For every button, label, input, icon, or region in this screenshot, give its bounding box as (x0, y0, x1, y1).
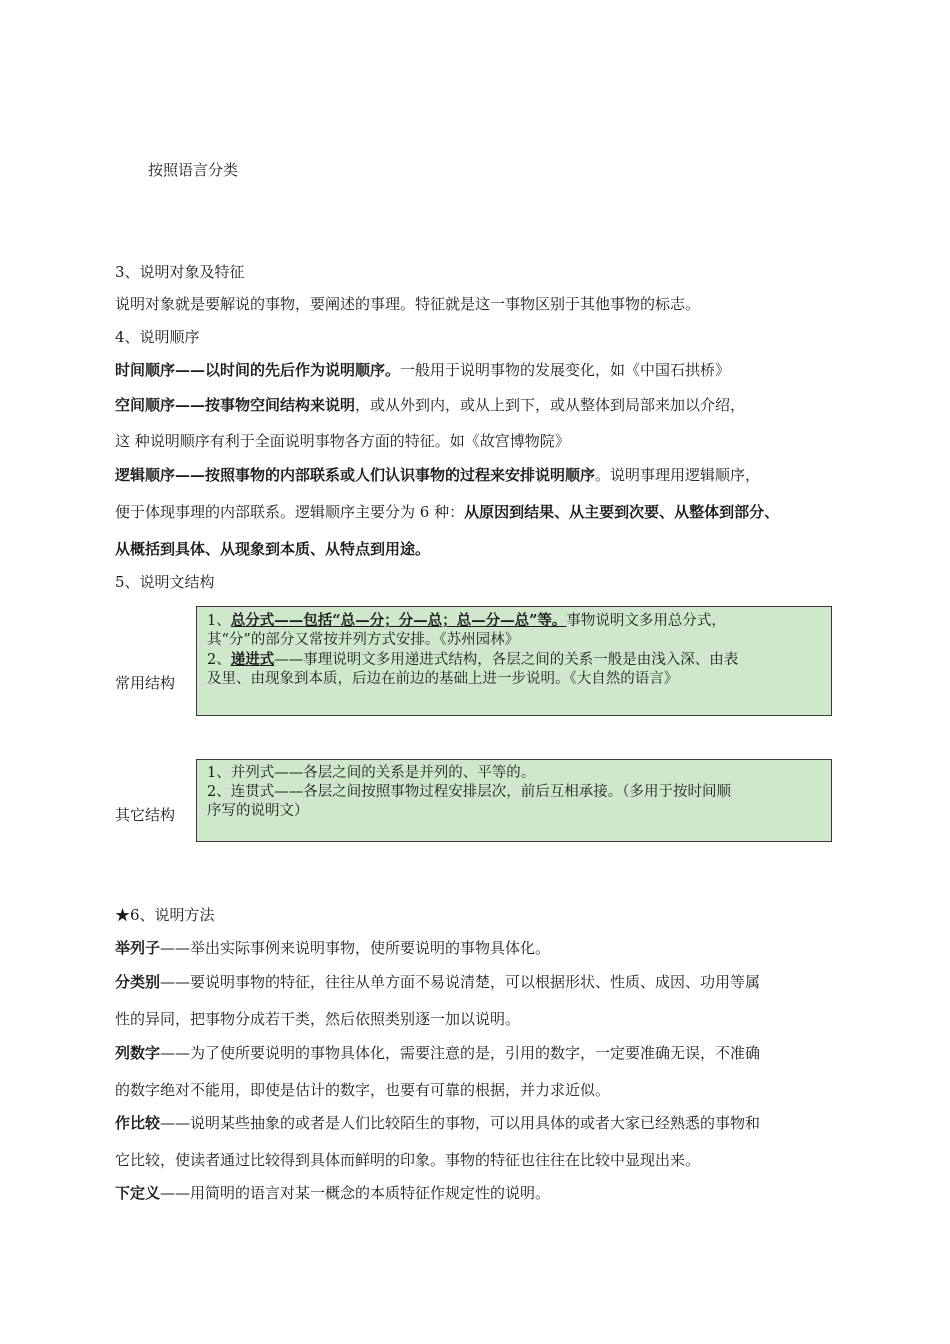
heading-classify: 按照语言分类 (148, 161, 239, 179)
space-order-term: 空间顺序——按事物空间结构来说明 (115, 396, 356, 414)
common-line-3-num: 2、 (207, 652, 231, 668)
other-line-1: 1、并列式——各层之间的关系是并列的、平等的。 (207, 765, 536, 781)
space-order-line (115, 395, 745, 415)
method-example-line (115, 938, 550, 958)
other-structure-label: 其它结构 (115, 806, 176, 824)
logic-order-term: 逻辑顺序——按照事物的内部联系或人们认识事物的过程来安排说明顺序 (115, 466, 596, 484)
method-define-line (115, 1183, 550, 1203)
section5-title: 5、说明文结构 (115, 573, 215, 591)
time-order-line (115, 360, 730, 380)
common-line-3-desc: ——事理说明文多用递进式结构，各层之间的关系一般是由浅入深、由表 (274, 652, 739, 668)
method-compare-line (115, 1113, 760, 1133)
common-line-3-term: 递进式 (230, 651, 275, 668)
logic-order-types-b: 从概括到具体、从现象到本质、从特点到用途。 (115, 540, 431, 558)
space-order-line2: 这 种说明顺序有利于全面说明事物各方面的特征。如《故宫博物院》 (115, 432, 570, 450)
space-order-desc: ，或从外到内，或从上到下，或从整体到局部来加以介绍， (355, 396, 746, 414)
method-example-term: 举列子 (115, 939, 161, 957)
section3-body: 说明对象就是要解说的事物，要阐述的事理。特征就是这一事物区别于其他事物的标志。 (115, 295, 701, 313)
method-example-desc: ——举出实际事例来说明事物，使所要说明的事物具体化。 (160, 939, 551, 957)
time-order-desc: 一般用于说明事物的发展变化，如《中国石拱桥》 (400, 361, 731, 379)
other-structure-box (196, 759, 832, 842)
other-line-3: 序写的说明文） (207, 803, 309, 819)
common-line-1-term: 总分式——包括“总—分；分—总；总—分—总”等。 (230, 612, 567, 629)
method-compare-desc: ——说明某些抽象的或者是人们比较陌生的事物，可以用具体的或者大家已经熟悉的事物和 (160, 1114, 761, 1132)
method-define-desc: ——用简明的语言对某一概念的本质特征作规定性的说明。 (160, 1184, 551, 1202)
method-numbers-line (115, 1043, 760, 1063)
common-line-1 (207, 611, 821, 631)
section6-title: ★6、说明方法 (115, 906, 215, 924)
common-line-1-num: 1、 (207, 613, 231, 629)
logic-order-line2 (115, 502, 779, 522)
logic-order-line (115, 465, 760, 485)
common-structure-box (196, 606, 832, 716)
other-line-2: 2、连贯式——各层之间按照事物过程安排层次，前后互相承接。（多用于按时间顺 (207, 784, 731, 800)
method-numbers-line2: 的数字绝对不能用，即使是估计的数字，也要有可靠的根据，并力求近似。 (115, 1081, 611, 1099)
common-structure-label: 常用结构 (115, 674, 176, 692)
method-classify-line2: 性的异同，把事物分成若干类，然后依照类别逐一加以说明。 (115, 1010, 521, 1028)
logic-order-intro: 便于体现事理的内部联系。逻辑顺序主要分为 6 种： (115, 503, 465, 521)
method-numbers-desc: ——为了使所要说明的事物具体化，需要注意的是，引用的数字，一定要准确无误，不准确 (160, 1044, 761, 1062)
logic-order-types-a: 从原因到结果、从主要到次要、从整体到部分、 (464, 503, 780, 521)
time-order-term: 时间顺序——以时间的先后作为说明顺序。 (115, 361, 401, 379)
method-numbers-term: 列数字 (115, 1044, 161, 1062)
method-classify-desc: ——要说明事物的特征，往往从单方面不易说清楚，可以根据形状、性质、成因、功用等属 (160, 973, 761, 991)
common-line-1-desc: 事物说明文多用总分式， (566, 613, 726, 629)
section3-title: 3、说明对象及特征 (115, 263, 245, 281)
section4-title: 4、说明顺序 (115, 328, 200, 346)
method-classify-line (115, 972, 760, 992)
method-classify-term: 分类别 (115, 973, 161, 991)
common-line-3 (207, 650, 821, 670)
common-line-4: 及里、由现象到本质，后边在前边的基础上进一步说明。《大自然的语言》 (207, 671, 679, 687)
method-compare-line2: 它比较，使读者通过比较得到具体而鲜明的印象。事物的特征也往往在比较中显现出来。 (115, 1151, 701, 1169)
method-define-term: 下定义 (115, 1184, 161, 1202)
method-compare-term: 作比较 (115, 1114, 161, 1132)
logic-order-desc: 。说明事理用逻辑顺序， (595, 466, 761, 484)
common-line-2: 其“分”的部分又常按并列方式安排。《苏州园林》 (207, 632, 520, 648)
